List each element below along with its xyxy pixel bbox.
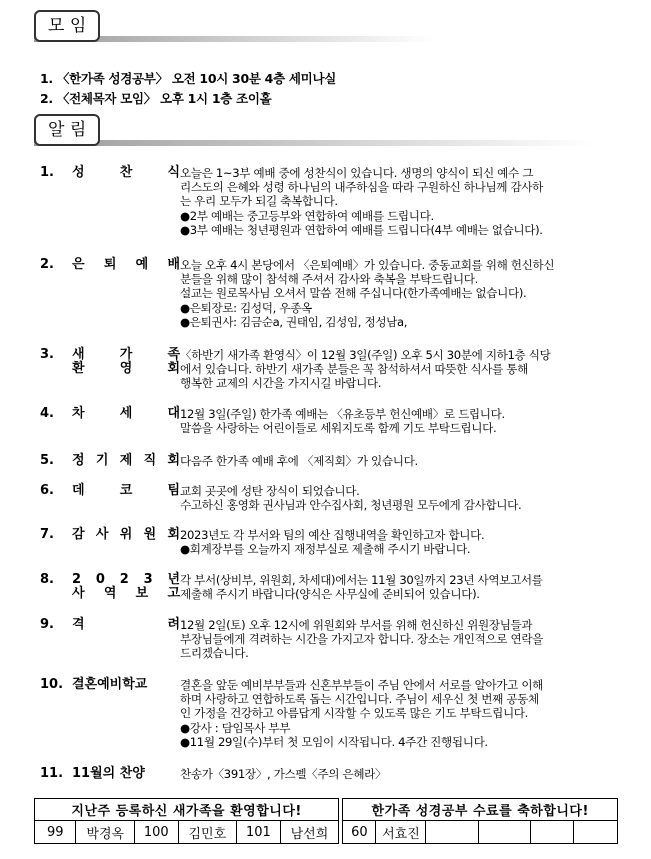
item-title: 결혼예비학교 — [72, 677, 148, 692]
table-cell — [426, 821, 478, 844]
item-title: 2 0 2 3 년 사 역 보 고 — [72, 572, 180, 602]
item-body: 교회 곳곳에 성탄 장식이 되었습니다. 수고하신 홍영화 권사님과 안수집사회, 청년평원 모두에게 감사합니다. — [180, 484, 522, 513]
section-header-gathering — [34, 10, 100, 42]
announcement-item — [40, 348, 620, 391]
table-cell — [574, 821, 618, 844]
announcement-item — [40, 618, 620, 661]
item-number: 8. — [40, 572, 54, 587]
item-number: 3. — [40, 347, 54, 362]
announcement-item — [40, 678, 620, 749]
announcement-item — [40, 166, 620, 237]
announcement-item — [40, 767, 620, 781]
meeting-item: 1. 〈한가족 성경공부〉 오전 10시 30분 4층 세미나실 — [40, 71, 336, 86]
item-number: 5. — [40, 453, 54, 468]
table-cell — [478, 821, 530, 844]
table-header-row — [35, 799, 618, 821]
table-cell: 101 — [237, 821, 281, 844]
announcement-item — [40, 573, 620, 601]
announcement-item — [40, 484, 620, 512]
item-number: 10. — [40, 677, 64, 692]
item-body: 오늘은 1~3부 예배 중에 성찬식이 있습니다. 생명의 양식이 되신 예수 그 리스도의 은혜와 성령 하나님의 내주하심을 따라 구원하신 하나님께 감사하 는 우리 모두가 되길 축복합니다. ●2부 예배는 중고등부와 연합하여 예배를 드립니다. ●3부 예배는 청년평원과 연합하여 예배를 드립니다(4부 예배는 없습니다). — [180, 166, 544, 237]
announcement-item — [40, 407, 620, 435]
announcement-item — [40, 258, 620, 329]
table-cell: 남선희 — [280, 821, 339, 844]
section-label: 모 임 — [34, 10, 100, 42]
item-body: 다음주 한가족 예배 후에 〈제직회〉가 있습니다. — [180, 454, 418, 468]
item-title: 감 사 위 원 회 — [72, 527, 180, 542]
item-number: 1. — [40, 165, 54, 180]
table-cell: 김민호 — [178, 821, 237, 844]
item-title: 정 기 제 직 회 — [72, 453, 180, 468]
item-title: 격 려 — [72, 617, 180, 632]
item-body: 결혼을 앞둔 예비부부들과 신혼부부들이 주님 안에서 서로를 알아가고 이해 하며 사랑하고 연합하도록 돕는 시간입니다. 주님이 세우신 첫 번째 공동체 인 가정을 건강하고 아름답게 시작할 수 있도록 많은 기도 부탁드립니다. ●강사 : 담임목사 부부 ●11월 29일(수)부터 첫 모임이 시작됩니다. 4주간 진행됩니다. — [180, 678, 544, 749]
table-cell: 100 — [134, 821, 178, 844]
table-cell: 99 — [35, 821, 76, 844]
item-title: 성 찬 식 — [72, 165, 180, 180]
section-label: 알 림 — [34, 114, 100, 146]
table-row — [35, 821, 618, 844]
item-number: 2. — [40, 257, 54, 272]
item-title: 차 세 대 — [72, 406, 180, 421]
item-body: 12월 2일(토) 오후 12시에 위원회와 부서를 위해 헌신하신 위원장님들과 부장님들에게 격려하는 시간을 가지고자 합니다. 장소는 개인적으로 연락을 드리겠습니다. — [180, 618, 544, 661]
item-number: 4. — [40, 406, 54, 421]
item-number: 6. — [40, 483, 54, 498]
item-body: 12월 3일(주일) 한가족 예배는 〈유초등부 헌신예배〉로 드립니다. 말씀을 사랑하는 어린이들로 세워지도록 함께 기도 부탁드립니다. — [180, 407, 505, 436]
item-body: 〈하반기 새가족 환영식〉이 12월 3일(주일) 오후 5시 30분에 지하1층 식당 에서 있습니다. 하반기 새가족 분들은 꼭 참석하셔서 따뜻한 식사를 통해 행복한 교제의 시간을 가지시길 바랍니다. — [180, 348, 551, 391]
table-cell: 박경옥 — [76, 821, 135, 844]
item-number: 7. — [40, 527, 54, 542]
item-body: 찬송가〈391장〉, 가스펠〈주의 은혜라〉 — [180, 767, 387, 781]
section-divider — [34, 140, 594, 146]
registration-table — [34, 798, 618, 844]
item-number: 11. — [40, 766, 64, 781]
table-cell: 60 — [343, 821, 376, 844]
table-cell — [530, 821, 574, 844]
congrats-header: 한가족 성경공부 수료를 축하합니다! — [343, 799, 618, 821]
welcome-header: 지난주 등록하신 새가족을 환영합니다! — [35, 799, 339, 821]
item-body: 각 부서(상비부, 위원회, 차세대)에서는 11월 30일까지 23년 사역보고서를 제출해 주시기 바랍니다(양식은 사무실에 준비되어 있습니다). — [180, 573, 543, 602]
section-header-announcements — [34, 114, 100, 146]
item-title: 은 퇴 예 배 — [72, 257, 180, 272]
item-title: 새 가 족 환 영 회 — [72, 347, 180, 377]
item-body: 오늘 오후 4시 본당에서 〈은퇴예배〉가 있습니다. 중동교회를 위해 헌신하신 분들을 위해 많이 참석해 주셔서 감사와 축복을 부탁드립니다. 설교는 원로목사님 오셔서 말씀 전해 주십니다(한가족예배는 없습니다). ●은퇴장로: 김성덕, 우종옥 ●은퇴권사: 김금순a, 권태임, 김성임, 정성남a, — [180, 258, 555, 329]
meeting-item: 2. 〈전체목자 모임〉 오후 1시 1층 조이홀 — [40, 91, 272, 106]
item-body: 2023년도 각 부서와 팀의 예산 집행내역을 확인하고자 합니다. ●회계장부를 오늘까지 재정부실로 제출해 주시기 바랍니다. — [180, 528, 485, 557]
item-title: 11월의 찬양 — [72, 766, 145, 781]
announcement-item — [40, 528, 620, 556]
item-number: 9. — [40, 617, 54, 632]
item-title: 데 코 팀 — [72, 483, 180, 498]
table-cell: 서효진 — [376, 821, 426, 844]
announcement-item — [40, 454, 620, 468]
